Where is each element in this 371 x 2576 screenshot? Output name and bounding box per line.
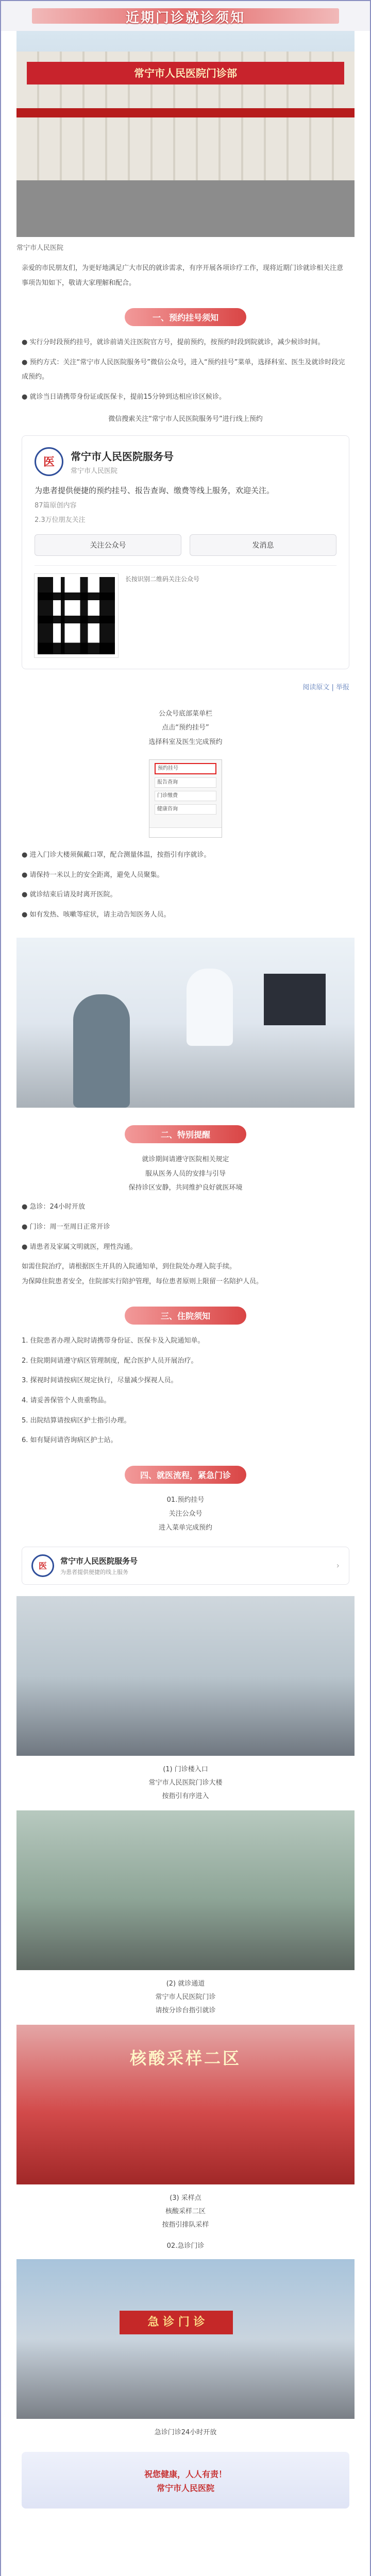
reminder-note: 为保障住院患者安全，住院部实行陪护管理，每位患者原则上限留一名陪护人员。 <box>22 1277 263 1285</box>
list-item: 1. 住院患者办理入院时请携带身份证、医保卡及入院通知单。 <box>22 1337 205 1345</box>
corridor-photo <box>16 1810 355 1970</box>
reminder-line: 保持诊区安静，共同维护良好就医环境 <box>128 1184 243 1192</box>
card-divider <box>35 565 336 566</box>
list-item: ● 请患者及家属文明就医，理性沟通。 <box>22 1243 137 1251</box>
caption-line: 常宁市人民医院门诊大楼 <box>148 1778 223 1787</box>
reminder-note: 如需住院治疗，请根据医生开具的入院通知单，到住院处办理入院手续。 <box>22 1263 237 1271</box>
doctor-figure <box>187 969 233 1046</box>
awning <box>16 108 355 117</box>
mock-menu-item: 预约挂号 <box>155 763 216 774</box>
guide-line: 公众号底部菜单栏 <box>158 710 212 718</box>
account-header <box>35 447 336 476</box>
section-4-header <box>1 1466 370 1484</box>
patient-figure <box>73 994 130 1108</box>
emergency-photo <box>16 2259 355 2419</box>
account-card[interactable] <box>22 435 349 670</box>
list-item: ● 预约方式：关注“常宁市人民医院服务号”微信公众号，进入“预约挂号”菜单，选择科室、医生及就诊时段完成预约。 <box>22 358 345 381</box>
caption-line: 核酸采样二区 <box>165 2207 206 2215</box>
hospital-logo-icon: 医 <box>31 1554 54 1577</box>
account-subtitle: 常宁市人民医院 <box>71 467 118 475</box>
list-item: ● 进入门诊大楼须佩戴口罩，配合测量体温，按指引有序就诊。 <box>22 851 211 859</box>
qr-row <box>35 574 336 657</box>
tent-sign: 核酸采样二区 <box>129 2048 241 2068</box>
hospital-photo <box>16 31 355 237</box>
step-caption: 急诊门诊24小时开放 <box>154 2429 217 2437</box>
mini-card-text <box>60 1555 138 1576</box>
list-item: 5. 出院结算请按病区护士指引办理。 <box>22 1416 131 1425</box>
list-item: ● 如有发热、咳嗽等症状，请主动告知医务人员。 <box>22 910 171 919</box>
list-item: ● 实行分时段预约挂号，就诊前请关注医院官方号，提前预约，按预约时段到院就诊，减少候诊时间。 <box>22 338 325 347</box>
list-item: ● 就诊当日请携带身份证或医保卡，提前15分钟到达相应诊区候诊。 <box>22 393 226 401</box>
follow-note: 微信搜索关注“常宁市人民医院服务号”进行线上预约 <box>108 415 263 423</box>
caption-line: 常宁市人民医院门诊 <box>155 1993 216 2001</box>
emergency-sign: 急 诊 门 诊 <box>120 2311 233 2334</box>
monitor <box>264 974 326 1025</box>
guide-line: 点击“预约挂号” <box>162 724 209 732</box>
caption-line: (1) 门诊楼入口 <box>163 1765 208 1773</box>
section-2-header <box>1 1125 370 1143</box>
closing-line: 祝您健康，人人有责！ <box>144 2469 227 2480</box>
mini-card-name: 常宁市人民医院服务号 <box>60 1556 138 1566</box>
section-2-pill: 二、特别提醒 <box>125 1125 246 1143</box>
account-name: 常宁市人民医院服务号 <box>71 450 174 463</box>
chevron-right-icon: › <box>336 1561 340 1571</box>
list-item: 2. 住院期间请遵守病区管理制度，配合医护人员开展治疗。 <box>22 1357 198 1365</box>
list-item: 6. 如有疑问请咨询病区护士站。 <box>22 1436 117 1445</box>
ground <box>16 180 355 237</box>
intro-text: 亲爱的市民朋友们，为更好地满足广大市民的就诊需求，有序开展各项诊疗工作，现将近期门诊就诊相关注意事项告知如下，敬请大家理解和配合。 <box>22 264 344 287</box>
section-1-pill: 一、预约挂号须知 <box>125 308 246 326</box>
banner <box>1 1 370 31</box>
list-item: ● 门诊：周一至周日正常开诊 <box>22 1223 110 1231</box>
tent-photo <box>16 2025 355 2184</box>
mock-menu-item: 门诊缴费 <box>155 791 216 801</box>
step-text: 关注公众号 <box>168 1510 203 1518</box>
follow-button[interactable]: 关注公众号 <box>35 534 181 556</box>
caption-line: 按指引有序进入 <box>162 1792 209 1800</box>
mock-tab-bar <box>149 827 222 837</box>
mini-card-desc: 为患者提供便捷的线上服务 <box>60 1568 128 1575</box>
step-title: 01.预约挂号 <box>166 1496 205 1504</box>
hospital-logo-icon: 医 <box>35 447 63 476</box>
account-original-count: 87篇原创内容 <box>35 501 77 510</box>
guide-line: 选择科室及医生完成预约 <box>148 738 223 746</box>
send-message-button[interactable]: 发消息 <box>190 534 336 556</box>
section-3-pill: 三、住院须知 <box>125 1307 246 1325</box>
hospital-sign: 常宁市人民医院门诊部 <box>27 62 344 84</box>
qr-code-icon[interactable] <box>35 574 118 657</box>
phone-menu-mockup <box>149 759 222 838</box>
list-item: ● 请保持一米以上的安全距离，避免人员聚集。 <box>22 871 164 879</box>
account-buttons <box>35 534 336 556</box>
section-1-header <box>1 308 370 326</box>
mini-account-card[interactable] <box>22 1547 349 1585</box>
photo-caption: 常宁市人民医院 <box>16 244 64 252</box>
list-item: ● 急诊：24小时开放 <box>22 1203 86 1211</box>
closing-text <box>22 2467 349 2495</box>
caption-line: 请按分诊台指引就诊 <box>155 2006 216 2014</box>
step-caption <box>22 1977 349 2018</box>
banner-title: 近期门诊就诊须知 <box>125 10 245 26</box>
caption-line: 按指引排队采样 <box>162 2221 209 2229</box>
section-4-pill: 四、就医流程，紧急门诊 <box>125 1466 246 1484</box>
reminder-line: 服从医务人员的安排与引导 <box>145 1170 226 1178</box>
closing-line: 常宁市人民医院 <box>156 2483 214 2494</box>
list-item: 4. 请妥善保管个人贵重物品。 <box>22 1397 111 1405</box>
step-caption <box>22 1763 349 1803</box>
account-description: 为患者提供便捷的预约挂号、报告查询、缴费等线上服务，欢迎关注。 <box>35 485 275 495</box>
consultation-photo <box>16 938 355 1108</box>
step-text: 进入菜单完成预约 <box>158 1524 212 1532</box>
reminder-line: 就诊期间请遵守医院相关规定 <box>142 1156 229 1164</box>
entrance-photo <box>16 1596 355 1756</box>
step-title: 02.急诊门诊 <box>166 2242 205 2250</box>
caption-line: (3) 采样点 <box>170 2194 201 2202</box>
section-3-header <box>1 1307 370 1325</box>
footer-links[interactable]: 阅读原文 | 举报 <box>302 684 349 692</box>
closing-block <box>22 2452 349 2509</box>
qr-note: 长按识别二维码关注公众号 <box>125 575 200 583</box>
mock-menu-item: 健康咨询 <box>155 804 216 815</box>
list-item: 3. 探视时间请按病区规定执行，尽量减少探视人员。 <box>22 1377 178 1385</box>
list-item: ● 就诊结束后请及时离开医院。 <box>22 891 117 899</box>
caption-line: (2) 就诊通道 <box>166 1979 205 1988</box>
account-title-group <box>63 448 174 475</box>
step-caption <box>22 2192 349 2232</box>
account-follower-count: 2.3万位朋友关注 <box>35 516 86 524</box>
mock-menu-item: 报告查询 <box>155 777 216 788</box>
